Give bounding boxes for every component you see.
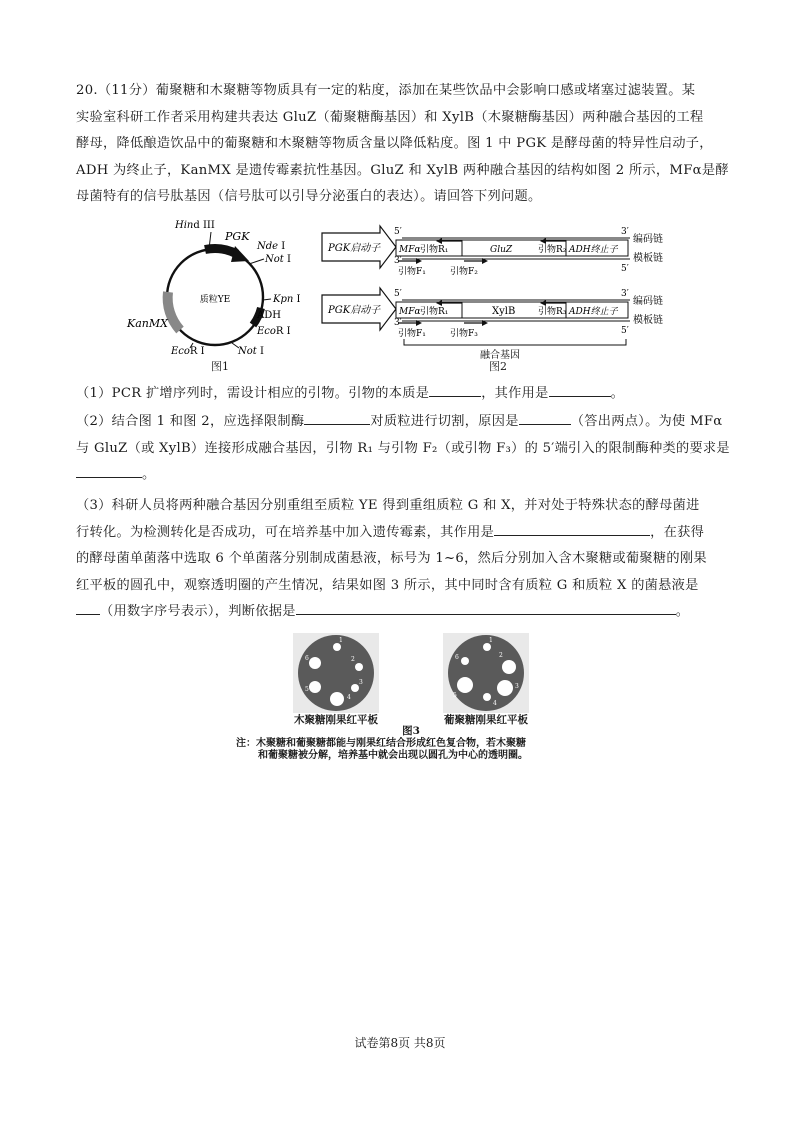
noti-label-bottom: Not I: [238, 346, 264, 357]
pgk-segment: [205, 249, 237, 254]
top-coding-label: 编码链: [633, 234, 663, 245]
glucan-well-2: [502, 660, 516, 674]
top-primer-f2: 引物F₂: [450, 267, 478, 277]
plasmid-name: 质粒YE: [199, 295, 231, 305]
intro-line-5: 母菌特有的信号肽基因（信号肽可以引导分泌蛋白的表达）。请回答下列问题。: [76, 189, 542, 204]
figure-3-caption: 图3: [402, 725, 420, 737]
xylan-well-6: [309, 657, 321, 669]
q2-text-1a: （2）结合图 1 和图 2，应选择限制酶: [76, 414, 305, 429]
xylan-well-label-4: 4: [347, 694, 351, 701]
xylan-well-label-2: 2: [351, 656, 355, 663]
bottom-coding-label: 编码链: [633, 296, 663, 307]
q3-text-2b: ，在获得: [650, 524, 705, 540]
intro-line-2: 实验室科研工作者采用构建共表达 GluZ（葡聚糖酶基因）和 XylB（木聚糖酶基因）两种融合基因的工程: [76, 109, 704, 125]
bottom-primer-r1: 引物R₁: [420, 307, 449, 317]
bottom-gene-label: XylB: [492, 306, 516, 317]
xylan-well-5: [309, 681, 321, 693]
adh-label: ADH: [257, 310, 281, 321]
ecori-label-left: EcoR I: [171, 346, 205, 357]
q2-text-2: 与 GluZ（或 XylB）连接形成融合基因，引物 R₁ 与引物 F₂（或引物 F₃）的 5′端引入的限制酶种类的要求是: [76, 440, 730, 456]
fusion-gene-label: 融合基因: [480, 350, 520, 361]
q2-blank-2[interactable]: [519, 410, 571, 425]
q3-text-2a: 行转化。为检测转化是否成功，可在培养基中加入遗传霉素，其作用是: [76, 524, 495, 540]
pgk-promoter-label-top: PGK启动子: [328, 243, 381, 254]
top-3prime-right: 3′: [621, 227, 629, 237]
figure-3-note: [236, 738, 566, 762]
intro-line-4: ADH 为终止子，KanMX 是遗传霉素抗性基因。GluZ 和 XylB 两种融合基因的结构如图 2 所示，MFα是酵: [76, 162, 729, 178]
q3-text-1: （3）科研人员将两种融合基因分别重组至质粒 YE 得到重组质粒 G 和 X，并对处于特殊状态的酵母菌进: [76, 498, 700, 513]
top-5prime-left: 5′: [394, 227, 402, 237]
pgk-label: PGK: [225, 230, 250, 243]
figure-3-note-line-2: 和葡聚糖被分解，培养基中就会出现以圆孔为中心的透明圈。: [258, 750, 528, 761]
q2-blank-1[interactable]: [304, 410, 370, 425]
q3-text-3: 的酵母菌单菌落中选取 6 个单菌落分别制成菌悬液，标号为 1~6，然后分别加入含木聚糖或葡聚糖的刚果: [76, 551, 707, 566]
top-gene-label: GluZ: [490, 245, 513, 255]
top-template-label: 模板链: [633, 253, 663, 264]
top-primer-r2: 引物R₂: [538, 245, 567, 255]
noti-tick-top: [249, 259, 264, 264]
page-footer: 试卷第8页 共8页: [354, 1036, 446, 1050]
top-primer-f1: 引物F₁: [398, 267, 426, 277]
glucan-well-5: [457, 677, 473, 693]
glucan-well-label-2: 2: [499, 652, 503, 659]
question-intro: [76, 78, 736, 211]
q2-blank-3[interactable]: [76, 463, 142, 478]
intro-line-1: 20.（11分）葡聚糖和木聚糖等物质具有一定的粘度，添加在某些饮品中会影响口感或堵塞过滤装置。某: [76, 83, 696, 98]
kpni-tick: [263, 299, 271, 300]
ndei-label: Nde I: [257, 241, 286, 252]
bottom-adh-label: ADH终止子: [569, 307, 618, 317]
bottom-3prime-left: 3′: [394, 318, 402, 328]
q3-blank-2[interactable]: [76, 600, 100, 615]
figure-2-caption: 图2: [489, 360, 507, 373]
glucan-well-3: [497, 680, 513, 696]
question-2: [76, 409, 736, 489]
figure-3-note-line-1: 注：木聚糖和葡聚糖都能与刚果红结合形成红色复合物，若木聚糖: [236, 738, 526, 749]
q1-text-c: 。: [610, 386, 625, 401]
q3-text-4: 红平板的圆孔中，观察透明圈的产生情况，结果如图 3 所示，其中同时含有质粒 G 和质粒 X 的菌悬液是: [76, 577, 699, 593]
pgk-promoter-label-bottom: PGK启动子: [328, 305, 381, 316]
glucan-well-6: [461, 657, 469, 665]
xylan-well-4: [330, 692, 344, 706]
top-5prime-right: 5′: [621, 264, 629, 274]
hindiii-label: Hind III: [175, 220, 215, 231]
xylan-well-label-1: 1: [339, 637, 343, 644]
bottom-primer-r3: 引物R₃: [538, 307, 567, 317]
ecori-label-right: EcoR I: [257, 326, 291, 337]
figure-1-plasmid: [125, 212, 310, 372]
q2-text-3: 。: [142, 467, 156, 482]
kanmx-segment: [168, 292, 180, 330]
q1-blank-1[interactable]: [429, 382, 481, 397]
bottom-primer-f1: 引物F₁: [398, 329, 426, 339]
glucan-well-label-4: 4: [493, 700, 497, 707]
glucan-plate-label: 葡聚糖刚果红平板: [444, 714, 528, 726]
xylan-well-3: [351, 684, 359, 692]
glucan-well-label-3: 3: [515, 683, 519, 690]
question-1: [76, 381, 736, 408]
xylan-plate: [293, 633, 379, 713]
bottom-5prime-right: 5′: [621, 326, 629, 336]
figure-1-caption: 图1: [211, 360, 229, 373]
q3-blank-3[interactable]: [296, 600, 676, 615]
q1-text-a: （1）PCR 扩增序列时，需设计相应的引物。引物的本质是: [76, 386, 430, 401]
top-adh-label: ADH终止子: [569, 245, 618, 255]
glucan-well-label-1: 1: [489, 637, 493, 644]
question-3: [76, 493, 736, 626]
glucan-plate: [443, 633, 529, 713]
xylan-well-label-3: 3: [359, 679, 363, 686]
intro-line-3: 酵母，降低酿造饮品中的葡聚糖和木聚糖等物质含量以降低粘度。图 1 中 PGK 是酵母菌的特异性启动子，: [76, 136, 713, 151]
q3-blank-1[interactable]: [494, 521, 650, 536]
glucan-well-label-6: 6: [455, 654, 459, 661]
bottom-3prime-right: 3′: [621, 289, 629, 299]
bottom-5prime-left: 5′: [394, 289, 402, 299]
xylan-well-2: [355, 663, 363, 671]
glucan-well-label-5: 5: [453, 692, 457, 699]
q3-text-5b: 。: [675, 604, 690, 619]
top-mfa-label: MFα: [399, 245, 421, 255]
q2-text-1c: （答出两点）。为使 MFα: [570, 414, 723, 429]
fusion-gene-bracket: [404, 339, 626, 345]
top-primer-r1: 引物R₁: [420, 245, 449, 255]
q3-text-5a: （用数字序号表示），判断依据是: [100, 604, 296, 619]
figure-2-fusion-genes: [320, 223, 695, 378]
xylan-well-label-6: 6: [305, 655, 309, 662]
bottom-template-label: 模板链: [633, 315, 663, 326]
xylan-plate-label: 木聚糖刚果红平板: [294, 714, 378, 726]
kanmx-label: KanMX: [127, 317, 168, 330]
top-3prime-left: 3′: [394, 256, 402, 266]
noti-label-top: Not I: [265, 254, 291, 265]
glucan-well-4: [483, 693, 491, 701]
xylan-well-label-5: 5: [305, 686, 309, 693]
kpni-label: Kpn I: [273, 294, 301, 305]
q1-blank-2[interactable]: [549, 382, 611, 397]
q1-text-b: ，其作用是: [481, 386, 549, 401]
glucan-well-1: [483, 643, 491, 651]
bottom-primer-f3: 引物F₃: [450, 329, 478, 339]
xylan-well-1: [333, 643, 341, 651]
q2-text-1b: 对质粒进行切割，原因是: [370, 414, 519, 429]
bottom-mfa-label: MFα: [399, 307, 421, 317]
